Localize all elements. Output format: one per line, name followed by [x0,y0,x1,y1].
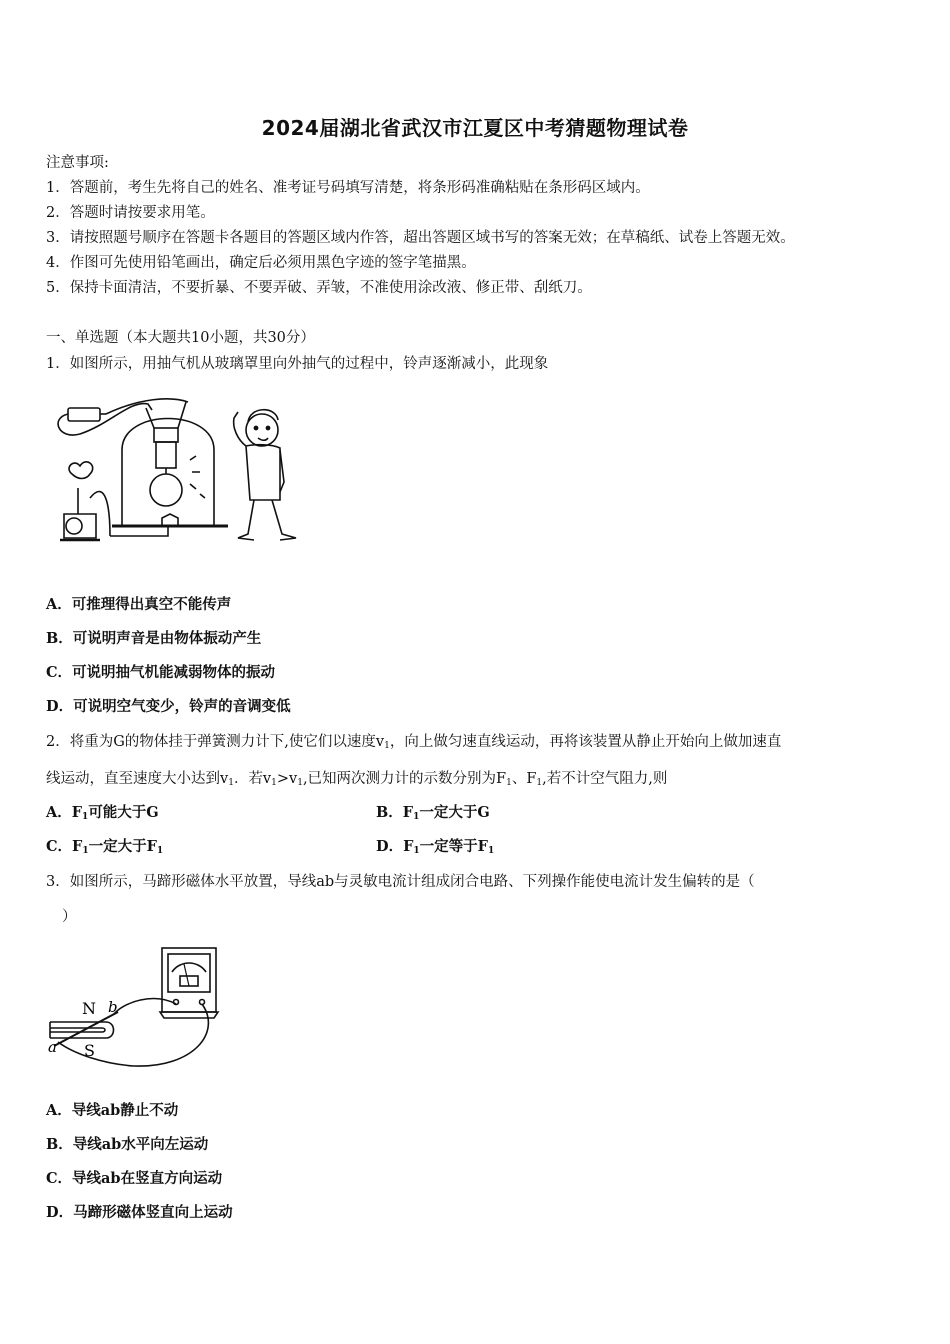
bell-jar-icon [122,419,214,527]
magnet-south-label: S [84,1041,95,1060]
q1-option-b: B．可说明声音是由物体振动产生 [46,630,262,647]
q2-stem-line1: 2．将重为G的物体挂于弹簧测力计下,使它们以速度$v_1$，向上做匀速直线运动，再将该装置从静止开始向上做加速直 [46,734,782,751]
exam-title: 2024届湖北省武汉市江夏区中考猜题物理试卷 [261,116,689,140]
boy-figure [234,410,296,540]
q3-option-b: B．导线ab水平向左运动 [46,1136,209,1153]
q1-option-c: C．可说明抽气机能减弱物体的振动 [46,664,276,681]
q2-stem-line2: 线运动，直至速度大小达到$v_1$．若$v_1>v_1$,已知两次测力计的示数分别为$F_1$、$F_1$,若不计空气阻力,则 [46,771,668,788]
q2-option-d: D．$F_1$一定等于$F_1$ [376,838,495,856]
q1-stem: 1．如图所示，用抽气机从玻璃罩里向外抽气的过程中，铃声逐渐减小，此现象 [46,356,549,372]
wire-end-b-label: b [108,998,118,1016]
q1-option-a: A．可推理得出真空不能传声 [46,596,232,613]
q3-stem-close: ） [62,909,77,925]
q2-option-a: A．$F_1$可能大于G [46,804,159,822]
electric-bell-icon [146,402,186,428]
battery-icon [68,408,100,421]
bell-jar-figure [50,388,302,550]
galvanometer-icon [160,948,218,1018]
q1-option-d: D．可说明空气变少，铃声的音调变低 [46,698,291,715]
horseshoe-magnet-icon [50,1022,114,1038]
pump-icon [64,514,96,538]
q3-option-d: D．马蹄形磁体竖直向上运动 [46,1204,233,1221]
wire-end-a-label: a [48,1038,57,1056]
q3-option-c: C．导线ab在竖直方向运动 [46,1170,223,1187]
notice-item-5: 5．保持卡面清洁，不要折暴、不要弄破、弄皱，不准使用涂改液、修正带、刮纸刀。 [46,280,592,296]
notice-item-1: 1．答题前，考生先将自己的姓名、准考证号码填写清楚，将条形码准确粘贴在条形码区域内。 [46,180,650,196]
notice-item-4: 4．作图可先使用铅笔画出，确定后必须用黑色字迹的签字笔描黑。 [46,255,476,271]
magnet-north-label: N [82,999,96,1018]
section-heading: 一、单选题（本大题共10小题，共30分） [46,330,315,346]
notice-item-2: 2．答题时请按要求用笔。 [46,205,215,221]
q2-option-b: B．$F_1$一定大于G [376,804,490,822]
notice-heading: 注意事项: [46,155,109,171]
magnet-galvanometer-figure [44,942,224,1072]
q3-option-a: A．导线ab静止不动 [46,1102,179,1119]
q2-option-c: C．$F_1$一定大于$F_1$ [46,838,164,856]
q3-stem: 3．如图所示，马蹄形磁体水平放置，导线ab与灵敏电流计组成闭合电路、下列操作能使电流计发生偏转的是（ [46,874,755,890]
notice-item-3: 3．请按照题号顺序在答题卡各题目的答题区域内作答，超出答题区域书写的答案无效；在草稿纸、试卷上答题无效。 [46,230,795,246]
